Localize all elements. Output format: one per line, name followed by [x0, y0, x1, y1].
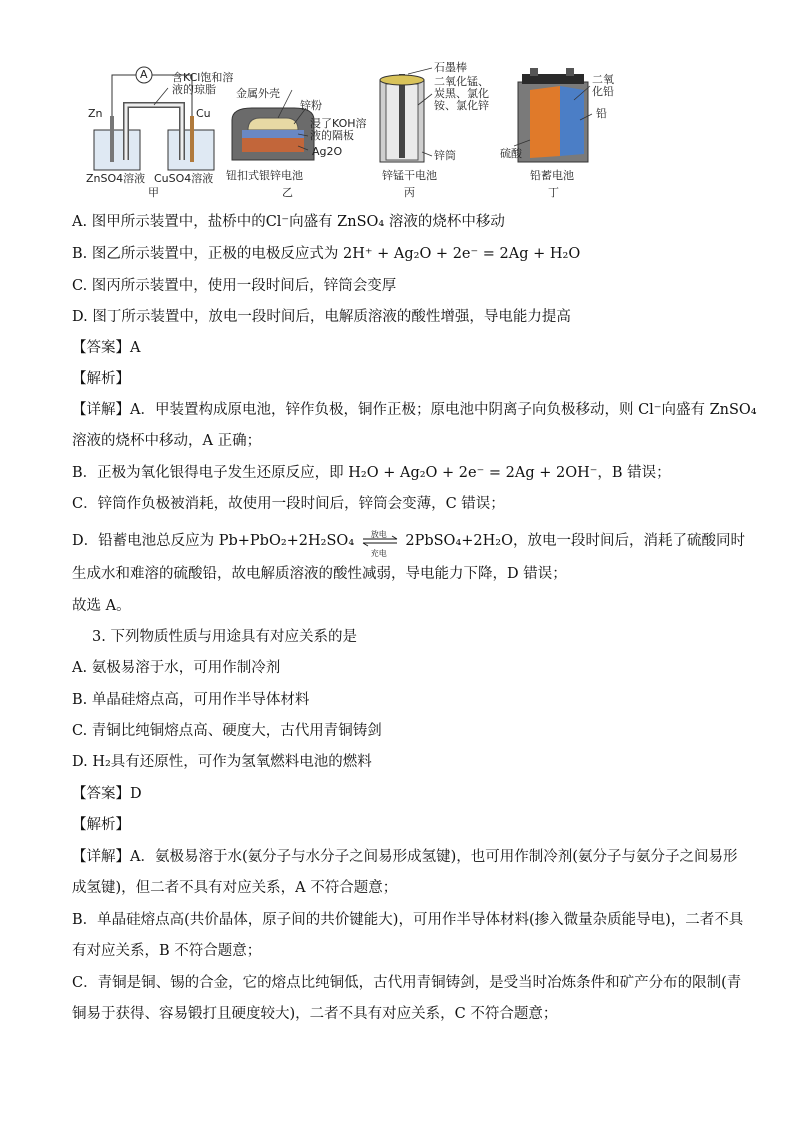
caption-ding: 丁	[548, 186, 559, 199]
lead-acid-name: 铅蓄电池	[530, 169, 574, 182]
zinc-can-label: 锌筒	[434, 149, 456, 162]
battery-figures	[84, 60, 644, 200]
reaction-right-side: 2PbSO₄+2H₂O，放电一段时间后，消耗了硫酸同时	[405, 533, 745, 549]
q3-option-d: D. H₂具有还原性，可作为氢氧燃料电池的燃料	[72, 754, 372, 770]
pbo2-label: 二氧化铅	[592, 73, 614, 98]
reversible-arrow	[359, 530, 401, 558]
q3-answer: 【答案】D	[72, 786, 142, 802]
figure-bing	[374, 60, 504, 200]
separator-label: 浸了KOH溶液的隔板	[310, 117, 367, 142]
zinc-powder-label: 锌粉	[300, 99, 322, 112]
q2-option-d: D. 图丁所示装置中，放电一段时间后，电解质溶液的酸性增强，导电能力提高	[72, 309, 571, 325]
q2-conclusion: 故选 A。	[72, 598, 131, 614]
ag2o-label: Ag2O	[312, 145, 343, 158]
arrow-charge-label: 充电	[370, 549, 387, 558]
lead-label: 铅	[596, 107, 607, 120]
cuso4-label: CuSO4溶液	[154, 172, 214, 185]
q2-explain-a-1: 【详解】A．甲装置构成原电池，锌作负极，铜作正极；原电池中阴离子向负极移动，则 Cl⁻向盛有 ZnSO₄	[72, 402, 757, 418]
arrow-discharge-label: 放电	[370, 530, 387, 539]
q3-analysis-label: 【解析】	[72, 817, 130, 833]
salt-bridge-label: 含KCl饱和溶液的琼脂	[172, 71, 234, 96]
dry-cell-name: 锌锰干电池	[382, 169, 437, 182]
q2-option-c: C. 图丙所示装置中，使用一段时间后，锌筒会变厚	[72, 278, 397, 294]
q2-explain-b: B．正极为氧化银得电子发生还原反应，即 H₂O + Ag₂O + 2e⁻ = 2Ag + 2OH⁻，B 错误；	[72, 465, 671, 481]
q2-explain-d-1	[72, 530, 745, 558]
q3-option-c: C. 青铜比纯铜熔点高、硬度大，古代用青铜铸剑	[72, 723, 382, 739]
znso4-label: ZnSO4溶液	[86, 172, 146, 185]
caption-jia: 甲	[148, 186, 159, 199]
figure-ding	[500, 60, 644, 200]
graphite-rod-label: 石墨棒	[434, 61, 467, 74]
q3-explain-a-2: 成氢键)，但二者不具有对应关系，A 不符合题意；	[72, 880, 398, 896]
button-cell-name: 钮扣式银锌电池	[226, 169, 303, 182]
q3-explain-b-1: B．单晶硅熔点高(共价晶体，原子间的共价键能大)，可用作半导体材料(掺入微量杂质能导电)，二者不具	[72, 912, 744, 928]
caption-bing: 丙	[404, 186, 415, 199]
q3-explain-c-2: 铜易于获得、容易锻打且硬度较大)，二者不具有对应关系，C 不符合题意；	[72, 1006, 558, 1022]
q2-explain-a-2: 溶液的烧杯中移动，A 正确；	[72, 433, 262, 449]
sulfuric-acid-label: 硫酸	[500, 147, 522, 160]
q2-explain-c: C．锌筒作负极被消耗，故使用一段时间后，锌筒会变薄，C 错误；	[72, 496, 505, 512]
q3-stem: 3. 下列物质性质与用途具有对应关系的是	[92, 629, 357, 645]
q2-analysis-label: 【解析】	[72, 371, 130, 387]
ammeter-label: A	[140, 68, 148, 81]
q2-explain-d-2: 生成水和难溶的硫酸铅，故电解质溶液的酸性减弱，导电能力下降，D 错误；	[72, 566, 567, 582]
q3-explain-b-2: 有对应关系，B 不符合题意；	[72, 943, 262, 959]
shell-label: 金属外壳	[236, 87, 280, 100]
q3-explain-a-1: 【详解】A．氨极易溶于水(氨分子与水分子之间易形成氢键)，也可用作制冷剂(氨分子与氨分子之间易形	[72, 849, 738, 865]
zn-label: Zn	[88, 107, 103, 120]
q2-option-b: B. 图乙所示装置中，正极的电极反应式为 2H⁺ + Ag₂O + 2e⁻ = 2Ag + H₂O	[72, 246, 581, 262]
figure-jia	[84, 60, 234, 200]
q2-option-a: A. 图甲所示装置中，盐桥中的Cl⁻向盛有 ZnSO₄ 溶液的烧杯中移动	[72, 214, 505, 230]
q3-explain-c-1: C．青铜是铜、锡的合金，它的熔点比纯铜低，古代用青铜铸剑，是受当时冶炼条件和矿产分布的限制(青	[72, 975, 742, 991]
q3-option-b: B. 单晶硅熔点高，可用作半导体材料	[72, 692, 310, 708]
q3-option-a: A. 氨极易溶于水，可用作制冷剂	[72, 660, 281, 676]
figure-yi	[224, 60, 367, 200]
cu-label: Cu	[196, 107, 211, 120]
reaction-left-side: D．铅蓄电池总反应为 Pb+PbO₂+2H₂SO₄	[72, 533, 355, 549]
paste-label: 二氧化锰、炭黑、氯化铵、氯化锌	[434, 75, 489, 112]
q2-answer: 【答案】A	[72, 340, 141, 356]
caption-yi: 乙	[282, 186, 293, 199]
